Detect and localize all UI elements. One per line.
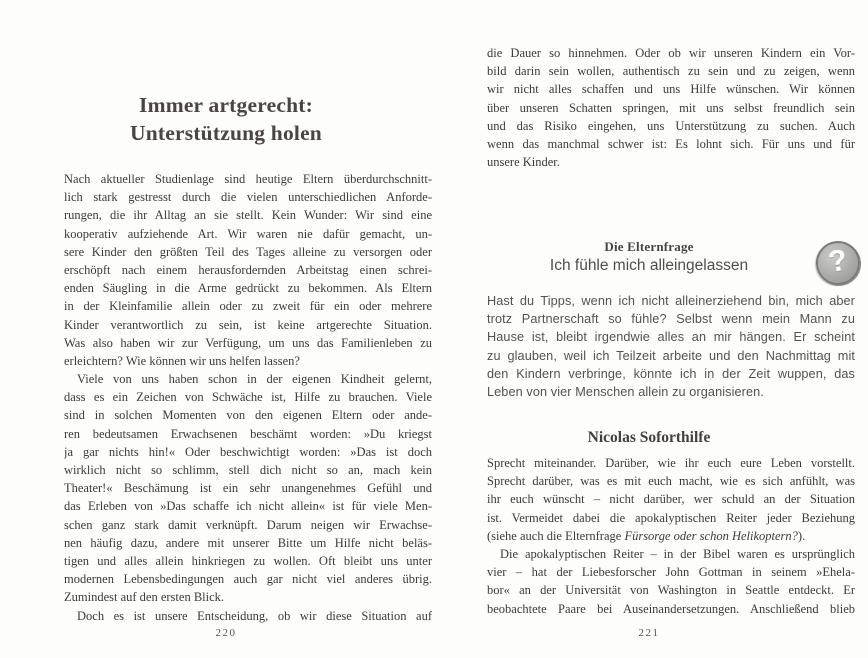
text-line: sind in solchen Momenten von den eigenen Eltern oder ande- (64, 408, 432, 423)
text-line: Sprecht miteinander. Darüber, wie ihr euch eure Leben vorstellt. (487, 456, 855, 470)
text-line: das Erleben von »Das schaffe ich nicht allein« ist für viele Men- (64, 499, 432, 514)
text-line: bor« an der Universität von Washington in Seattle entdeckt. Er (487, 583, 855, 598)
text-line: unsere Kinder. (487, 155, 560, 170)
text-line: ren bedeutsamen Erwachsenen beschämt worden: »Du kriegst (64, 426, 432, 441)
text-line: ja gar nichts hin!« Oder beschwichtigt worden: »Das ist doch (64, 444, 432, 459)
text-line: Kinder verantwortlich zu sein, ist keine artgerechte Situation. (64, 317, 432, 332)
text-line: Hast du Tipps, wenn ich nicht alleinerziehend bin, mich aber (487, 294, 855, 308)
text-line: Leben von vier Menschen allein zu organisieren. (487, 384, 764, 399)
text-line: die Dauer so hinnehmen. Oder ob wir unseren Kindern ein Vor- (487, 46, 855, 60)
soforthilfe-text (487, 454, 855, 545)
text-line: den Kindern verbringe, könnte ich in der Zeit wuppen, das (487, 366, 855, 381)
text-line: Theater!« Beschämung ist ein sehr unangenehmes Gefühl und (64, 481, 432, 496)
text-line: vier – hat der Liebesforscher John Gottman in seinem »Ehela- (487, 565, 855, 580)
left-body-text (64, 170, 432, 625)
text-line: Sprecht darüber, was es mit euch macht, wie es sich anfühlt, was (487, 474, 855, 489)
text-line: lich stark gestresst durch die vielen unterschiedlichen Anforde- (64, 190, 432, 205)
text-line: und das Risiko eingehen, uns Unterstützung zu suchen. Auch (487, 118, 855, 133)
text-line: Viele von uns haben schon in der eigenen Kindheit gelernt, (77, 372, 432, 387)
text-line: wir nicht alles schaffen und uns Hilfe wünschen. Wir können (487, 82, 855, 97)
right-body-text-top (487, 44, 855, 171)
text-line: trotz Partnerschaft so fühle? Selbst wenn mein Mann zu (487, 312, 855, 327)
question-mark-circle (814, 239, 862, 287)
text-line: in der Kleinfamilie allein oder zu zweit für ein oder mehrere (64, 299, 432, 314)
text-line: ihr euch wünscht – nicht darüber, wer schuld an der Situation (487, 492, 855, 507)
text-segment: (siehe auch die Elternfrage (487, 528, 625, 543)
text-line: modernen Lebensbedingungen auch gar nicht viel anderes übrig. (64, 572, 432, 587)
text-segment: ). (797, 528, 806, 543)
elternfrage-kicker: Die Elternfrage (604, 239, 694, 254)
page-number-right: 221 (638, 627, 660, 639)
text-line: Doch es ist unsere Entscheidung, ob wir diese Situation auf (77, 608, 432, 623)
chapter-title (64, 91, 432, 147)
right-body-text-bottom (487, 545, 855, 618)
text-line: über unseren Schatten springen, mit uns selbst freundlich sein (487, 100, 855, 115)
text-line: Die apokalyptischen Reiter – in der Bibel waren es ursprünglich (500, 547, 855, 561)
text-line: zu glauben, weil ich Teilzeit arbeite und den Nachmittag mit (487, 348, 855, 363)
elternfrage-question-text (487, 292, 855, 401)
text-line: ist. Vermeidet dabei die apokalyptischen Reiter jeder Beziehung (487, 510, 855, 525)
question-mark-icon (813, 238, 863, 288)
text-line: nen häufig dazu, andere mit unserer Bitte um Hilfe nicht beläs- (64, 535, 432, 550)
text-line: sere Kinder den größten Teil des Tages alleine zu versorgen oder (64, 244, 432, 259)
italic-reference: Fürsorge oder schon Helikoptern? (624, 528, 798, 543)
text-line: Was also haben wir zur Verfügung, um uns das Familienleben zu (64, 335, 432, 350)
text-line: wenn das manchmal schwer ist: Es lohnt sich. Für uns und für (487, 136, 855, 151)
text-line: dass es ein Zeichen von Schwäche ist, Hilfe zu brauchen. Viele (64, 390, 432, 405)
text-line: bild darin sein wollen, authentisch zu sein und zu zeigen, wenn (487, 64, 855, 79)
text-line: wirklich nicht so schlimm, stell dich nicht so an, mach kein (64, 463, 432, 477)
text-line: rungen, die ihr Alltag an sie stellt. Kein Wunder: Wir sind eine (64, 208, 432, 223)
chapter-title-line-2: Unterstützung holen (130, 121, 322, 145)
text-line: schen ganz stark damit verknüpft. Darum neigen wir Erwachse- (64, 517, 432, 532)
text-line: Nach aktueller Studienlage sind heutige Eltern überdurchschnitt- (64, 172, 432, 186)
text-line: beobachtete Paare bei Auseinandersetzungen. Anschließend blieb (487, 601, 855, 616)
text-line: enden Säugling in die Arme gedrückt zu bekommen. Als Eltern (64, 281, 432, 296)
chapter-title-line-1: Immer artgerecht: (139, 93, 313, 117)
text-line (487, 527, 855, 545)
text-line: erschöpft nach einem herausfordernden Arbeitstag einen schrei- (64, 262, 432, 277)
text-line: Hause ist, bleibt irgendwie alles an mir hängen. Er scheint (487, 330, 855, 345)
text-line: Zumindest auf den ersten Blick. (64, 590, 225, 605)
text-line: erleichtern? Wie können wir uns helfen lassen? (64, 353, 300, 368)
elternfrage-title: Ich fühle mich alleingelassen (549, 257, 749, 274)
text-line: tigen und alles allein hinkriegen zu wollen. Oft bleibt uns unter (64, 553, 432, 568)
question-mark-glyph: ? (826, 243, 850, 280)
soforthilfe-heading: Nicolas Soforthilfe (587, 429, 711, 446)
text-line: kooperativ aufziehende Art. Wir waren nie dafür gemacht, un- (64, 226, 432, 241)
page-number-left: 220 (215, 627, 237, 639)
